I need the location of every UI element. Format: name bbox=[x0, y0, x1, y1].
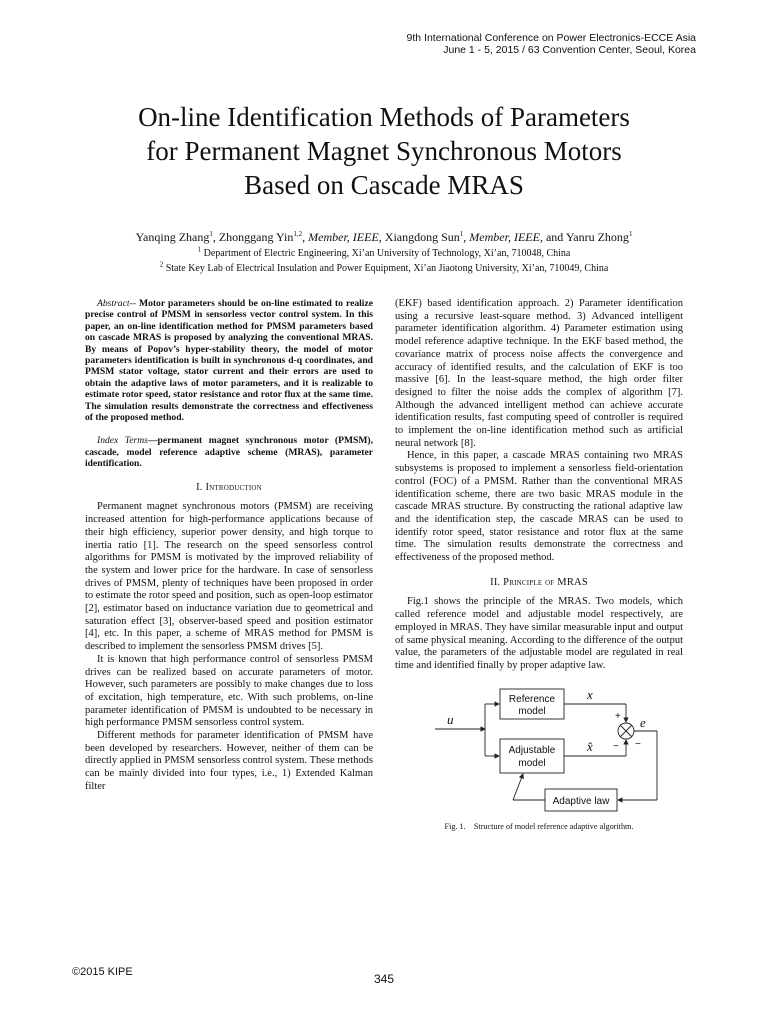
index-terms bbox=[85, 435, 373, 469]
figure-1 bbox=[395, 681, 683, 821]
adaptive-law-label: Adaptive law bbox=[552, 795, 610, 807]
index-terms-text: —permanent magnet synchronous motor (PMSM), cascade, model reference adaptive scheme (MRAS), parameter identification. bbox=[85, 435, 374, 470]
section-1-title: Introduction bbox=[205, 481, 262, 493]
conference-header bbox=[407, 32, 696, 56]
page-number: 345 bbox=[373, 972, 395, 986]
paper-title bbox=[60, 100, 708, 202]
adjustable-label-line-2: model bbox=[518, 757, 546, 769]
input-u-label: u bbox=[447, 711, 454, 727]
author-4: , and Yanru Zhong bbox=[539, 230, 629, 244]
section-2-numeral: II. bbox=[490, 576, 501, 588]
affiliation-1-sup: 1 bbox=[197, 245, 202, 254]
reference-label-line-2: model bbox=[518, 705, 546, 717]
caption-text: Structure of model reference adaptive algorithm. bbox=[473, 821, 634, 831]
mras-diagram bbox=[395, 681, 683, 821]
section-2-heading bbox=[395, 577, 683, 590]
title-line-3: Based on Cascade MRAS bbox=[244, 170, 524, 200]
section-1-heading bbox=[85, 482, 373, 495]
author-2-sup: 1,2 bbox=[293, 230, 303, 238]
title-line-1: On-line Identification Methods of Parameters bbox=[138, 102, 630, 132]
affiliation-2-text: State Key Lab of Electrical Insulation and Power Equipment, Xi’an Jiaotong University, Xi’an, 710049, China bbox=[165, 263, 609, 274]
abstract-label: Abstract-- bbox=[97, 298, 136, 309]
title-line-2: for Permanent Magnet Synchronous Motors bbox=[146, 136, 622, 166]
section-1-numeral: I. bbox=[196, 481, 203, 493]
affiliation-1-text: Department of Electric Engineering, Xi’an University of Technology, Xi’an, 710048, China bbox=[203, 248, 571, 259]
author-1: Yanqing Zhang bbox=[135, 230, 210, 244]
right-paragraph-2: Hence, in this paper, a cascade MRAS containing two MRAS subsystems is proposed to implement a sensorless field-orientation control (FOC) of a PMSM. Rather than the conventional MRAS identification scheme, there are two basic MRAS module in the cascade MRAS structure. By constructing the rational adaptive law and the identification step, the cascade MRAS can be used to identify rotor speed, stator resistance and rotor flux at the same time. The simulation results demonstrate the correctness and effectiveness of the proposed method. bbox=[395, 450, 683, 564]
section-1-paragraph-1: Permanent magnet synchronous motors (PMSM) are receiving increased attention for high-performance applications because of their high efficiency, superior power density, and high torque to inertia ratio [1]. The research on the speed sensorless control algorithms for PMSM is motivated by the improved reliability of the system and lower price for the hardware. In case of sensorless drives of PMSM, plenty of techniques have been proposed in order to estimate the rotor speed and position, such as open-loop estimator [2], estimator based on inductance variation due to geometrical and saturation effect [3], observer-based speed and position estimator [4], etc. In this paper, a scheme of MRAS method for PMSM is described to implement the sensorless PMSM drives [5]. bbox=[85, 501, 373, 653]
adjustable-label-line-1: Adjustable bbox=[508, 744, 556, 756]
author-2-member: , Member, IEEE bbox=[302, 230, 379, 244]
abstract bbox=[85, 298, 373, 423]
author-3-sup: 1 bbox=[459, 230, 464, 238]
affiliation-1 bbox=[40, 247, 728, 260]
author-list bbox=[40, 229, 728, 245]
output-x-label: x bbox=[587, 686, 593, 702]
author-1-sup: 1 bbox=[209, 230, 213, 238]
section-1-paragraph-3: Different methods for parameter identification of PMSM have been developed by researchers. However, neither of them can be directly applied in PMSM sensorless control system. These methods can be mainly divided into four types, i.e., 1) Extended Kalman filter bbox=[85, 730, 373, 792]
plus-sign: + bbox=[615, 710, 621, 722]
figure-1-caption bbox=[395, 821, 683, 834]
affiliation-2 bbox=[40, 262, 728, 275]
section-2-paragraph-1: Fig.1 shows the principle of the MRAS. Two models, which called reference model and adjustable model respectively, are employed in MRAS. They have similar measurable input and output of same physical meaning. According to the difference of the output value, the parameters of the adjustable model are regulated in real time and identified finally by proper adaptive law. bbox=[395, 596, 683, 671]
section-2-title: Principle of MRAS bbox=[503, 576, 588, 588]
left-column bbox=[85, 298, 373, 794]
author-4-sup: 1 bbox=[628, 230, 633, 238]
affiliation-2-sup: 2 bbox=[159, 260, 164, 269]
reference-label-line-1: Reference bbox=[508, 693, 556, 705]
copyright-footer: ©2015 KIPE bbox=[72, 966, 133, 978]
output-xhat-label: x̂ bbox=[587, 738, 593, 754]
caption-label: Fig. 1. bbox=[444, 821, 466, 831]
minus-sign-2: − bbox=[635, 738, 641, 750]
conference-line-2: June 1 - 5, 2015 / 63 Convention Center, Seoul, Korea bbox=[443, 44, 696, 56]
author-3-member: , Member, IEEE bbox=[463, 230, 540, 244]
conference-line-1: 9th International Conference on Power Electronics-ECCE Asia bbox=[406, 32, 696, 44]
section-1-paragraph-2: It is known that high performance control of sensorless PMSM drives can be realized based on accurate parameters of motor. However, such parameters are possibly to make changes due to loss of excitation, high temperature, etc. With such problems, on-line parameter identification of PMSM is undoubted to be necessary in high performance PMSM sensorless control system. bbox=[85, 653, 373, 729]
author-3: , Xiangdong Sun bbox=[378, 230, 460, 244]
minus-sign: − bbox=[613, 740, 619, 752]
right-column bbox=[395, 298, 683, 833]
abstract-text: Motor parameters should be on-line estimated to realize precise control of PMSM in sensorless vector control system. In this paper, an on-line identification method for PMSM parameters based on cascade MRAS is proposed by analyzing the conventional MRAS. By means of Popov’s hyper-stability theory, the model of motor parameters identification is built in synchronous d-q coordinates, and PMSM stator voltage, stator current and their errors are used to obtain the adaptive laws of motor parameters, and it is realizable to estimate rotor speed, stator resistance and rotor flux at the same time. The simulation results demonstrate the correctness and effectiveness of the proposed method. bbox=[85, 298, 373, 424]
error-e-label: e bbox=[640, 714, 646, 730]
right-paragraph-1: (EKF) based identification approach. 2) Parameter identification using a recursive least-square method. 3) Advanced intelligent parameter identification algorithm. 4) Parameter estimation using model reference adaptive technique. In the EKF based method, the covariance matrix of process noise affects the convergence and accuracy of identified results, and the calculation of EKF is too massive [6]. In the least-square method, the high order filter designed to filter the noise adds the complex of algorithm [7]. Although the advanced intelligent method can achieve accurate identification results, fast computing speed of controller is required to implement the on-line identification method such as artificial neural network [8]. bbox=[395, 298, 683, 449]
author-2: , Zhonggang Yin bbox=[212, 230, 294, 244]
index-terms-label: Index Terms bbox=[97, 435, 148, 447]
